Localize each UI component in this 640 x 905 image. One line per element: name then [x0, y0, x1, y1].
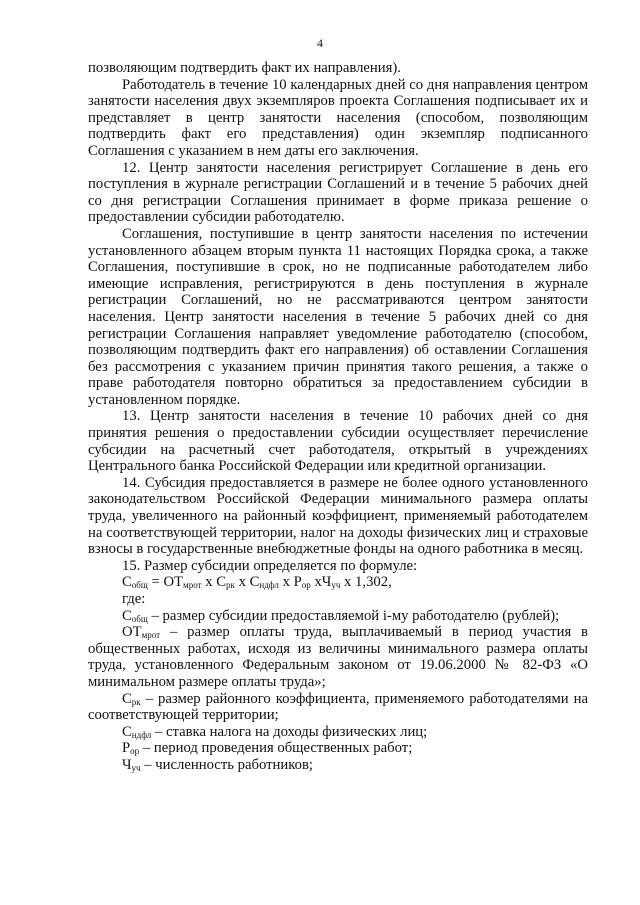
definition-r-or: $Р_{ор}$ – период проведения общественных работ; — [122, 740, 413, 757]
paragraph-continuation: позволяющим подтвердить факт их направления). — [88, 60, 401, 76]
where-label: где: — [122, 591, 146, 607]
subsidy-formula: $С_{общ} = ОТ_{мрот}$ х $С_{рк}$ х $С_{ндфл}$ х $Р_{ор}$ $хЧ_{уч}$ х 1,302, — [122, 574, 392, 591]
paragraph-late-agreements: Соглашения, поступившие в центр занятости населения по истечении установленного абзацем вторым пункта 11 настоящих Порядка срока, а также Соглашения, поступившие в срок, но не подписанные работодателем либо имеющие исправления, регистрируются в день поступления в журнале регистрации Соглашений, но не рассматриваются центром занятости населения. Центр занятости населения в течение 5 рабочих дней со дня регистрации Соглашения направляет уведомление работодателю (способом, позволяющим подтвердить факт его направления) об оставлении Соглашения без рассмотрения с указанием причин принятия такого решения, а также о праве работодателя повторно обратиться за предоставлением субсидии в установленном порядке. — [88, 225, 588, 408]
definition-c-ndfl: $С_{ндфл}$ – ставка налога на доходы физических лиц; — [122, 723, 428, 740]
paragraph-employer-signing: Работодатель в течение 10 календарных дней со дня направления центром занятости населения двух экземпляров проекта Соглашения подписывает их и представляет в центр занятости населения (способом, позволяющим подтвердить факт его представления) один экземпляр подписанного Соглашения с указанием в нем даты его заключения. — [88, 76, 588, 159]
paragraph-item-15: 15. Размер субсидии определяется по формуле: — [122, 557, 418, 574]
definition-c-rk: $С_{рк}$ – размер районного коэффициента, применяемого работодателями на соответствующей территории; — [88, 690, 588, 724]
paragraph-item-13: 13. Центр занятости населения в течение 10 рабочих дней со дня принятия решения о предоставлении субсидии осуществляет перечисление субсидии на расчетный счет работодателя, открытый в учреждениях Центрального банка Российской Федерации или кредитной организации. — [88, 408, 588, 475]
definition-ch-uch: $Ч_{уч}$ – численность работников; — [122, 756, 313, 773]
paragraph-item-14: 14. Субсидия предоставляется в размере не более одного установленного законодательством Российской Федерации минимального размера оплаты труда, увеличенного на районный коэффициент, применяемый работодателем на соответствующей территории, налог на доходы физических лиц и страховые взносы в государственные внебюджетные фонды на одного работника в месяц. — [88, 474, 588, 558]
document-body — [88, 60, 588, 774]
page-number: 4 — [317, 36, 323, 50]
paragraph-item-12: 12. Центр занятости населения регистрирует Соглашение в день его поступления в журнале регистрации Соглашений и в течение 5 рабочих дней со дня регистрации Соглашения принимает в форме приказа решение о предоставлении субсидии работодателю. — [88, 159, 588, 226]
definition-ot-mrot: $ОТ_{мрот}$ – размер оплаты труда, выплачиваемый в период участия в общественных работах, исходя из величины минимального размера оплаты труда, установленного Федеральным законом от 19.06.2000 № 82-ФЗ «О минимальном размере оплаты труда»; — [88, 624, 588, 690]
definition-c-obsh: $С_{общ}$ – размер субсидии предоставляемой i-му работодателю (рублей); — [122, 607, 560, 624]
